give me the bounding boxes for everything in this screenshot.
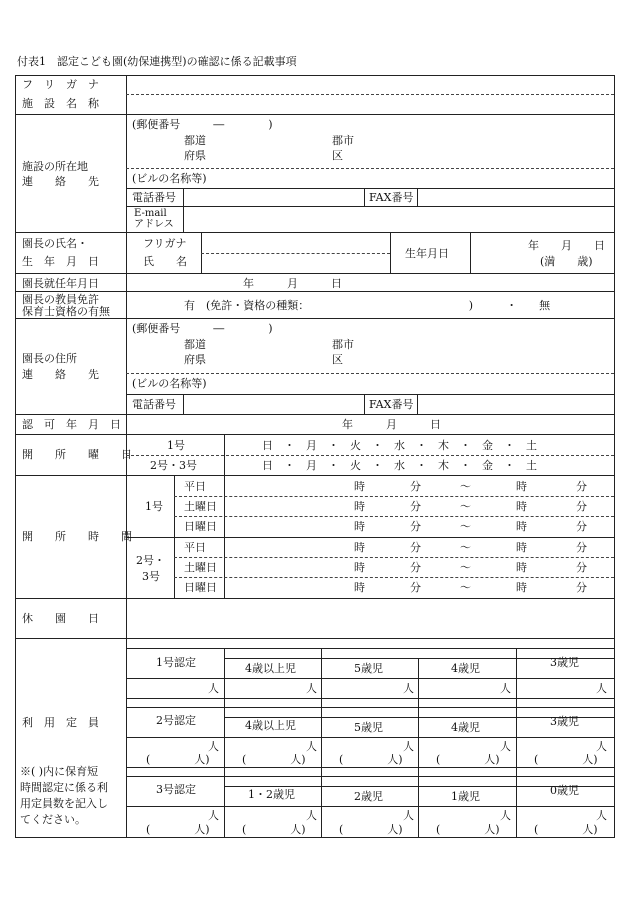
address-label: 施設の所在地	[22, 160, 88, 173]
cert3-age2: 2歳児	[354, 790, 383, 803]
director-birth-label: 生 年 月 日	[22, 255, 99, 268]
approval-date-label: 認 可 年 月 日	[22, 418, 121, 431]
capacity-note-2: 時間認定に係る利	[20, 781, 108, 794]
facility-furigana-field[interactable]	[128, 77, 612, 93]
director-furigana-label: フリガナ	[143, 237, 187, 250]
hour-label: 時	[516, 581, 527, 594]
cert3-age1-short[interactable]: ( 人)	[436, 823, 500, 836]
email-label-2: アドレス	[134, 219, 174, 230]
director-city-1: 郡市	[332, 338, 354, 351]
g1-sunday-label: 日曜日	[184, 520, 217, 533]
holiday-field[interactable]	[128, 600, 612, 636]
hour-label: 時	[354, 480, 365, 493]
table-border-right	[614, 75, 615, 838]
director-name-sub-label: 氏 名	[143, 255, 187, 268]
cert3-total-unit[interactable]: 人	[208, 809, 219, 822]
hours-row[interactable]	[226, 517, 612, 535]
cert2-age4-short[interactable]: ( 人)	[436, 753, 500, 766]
director-fax-field[interactable]	[419, 395, 613, 413]
capacity-note-4: てください。	[20, 813, 86, 826]
director-furigana-field[interactable]	[203, 234, 389, 252]
cert3-age12-short[interactable]: ( 人)	[242, 823, 306, 836]
building-name-field[interactable]: (ビルの名称等)	[132, 172, 207, 185]
document-title: 付表1 認定こども園(幼保連携型)の確認に係る記載事項	[17, 55, 297, 68]
approval-date-field[interactable]: 年 月 日	[342, 418, 441, 431]
minute-label: 分	[576, 520, 587, 533]
tel-label: 電話番号	[132, 191, 176, 204]
director-prefecture-1: 都道	[184, 338, 206, 351]
open-days-row1-options[interactable]: 日 ・ 月 ・ 火 ・ 水 ・ 木 ・ 金 ・ 土	[262, 439, 537, 452]
cert1-age5-unit[interactable]: 人	[403, 682, 414, 695]
director-age-field[interactable]: (満 歳)	[540, 255, 593, 268]
prefecture-label-1: 都道	[184, 134, 206, 147]
cert3-age0: 0歳児	[550, 784, 579, 797]
capacity-note-3: 用定員数を記入し	[20, 797, 108, 810]
hours-row[interactable]	[226, 477, 612, 495]
cert2-age3-unit[interactable]: 人	[596, 740, 607, 753]
cert2-age5-short[interactable]: ( 人)	[339, 753, 403, 766]
cert2-age4-unit[interactable]: 人	[500, 740, 511, 753]
contact-label: 連 絡 先	[22, 175, 99, 188]
email-field[interactable]	[185, 207, 613, 231]
cert3-age0-unit[interactable]: 人	[596, 809, 607, 822]
open-hours-group2-label-b: 3号	[142, 570, 160, 583]
hours-row[interactable]	[226, 497, 612, 515]
cert3-total-short[interactable]: ( 人)	[146, 823, 210, 836]
cert1-age5: 5歳児	[354, 662, 383, 675]
minute-label: 分	[576, 541, 587, 554]
city-label-1: 郡市	[332, 134, 354, 147]
minute-label: 分	[410, 541, 421, 554]
director-city-2: 区	[332, 353, 343, 366]
cert2-age3-short[interactable]: ( 人)	[534, 753, 598, 766]
hour-label: 時	[516, 500, 527, 513]
open-hours-label: 開 所 時 間	[22, 530, 132, 543]
cert3-age12: 1・2歳児	[248, 788, 295, 801]
g1-saturday-label: 土曜日	[184, 500, 217, 513]
cert3-age1-unit[interactable]: 人	[500, 809, 511, 822]
tilde: ～	[460, 500, 471, 513]
fax-label: FAX番号	[369, 191, 414, 204]
cert1-age4plus: 4歳以上児	[245, 662, 296, 675]
license-label-2: 保育士資格の有無	[22, 305, 110, 318]
cert2-age3: 3歳児	[550, 715, 579, 728]
g2-weekday-label: 平日	[184, 541, 206, 554]
cert3-age2-unit[interactable]: 人	[403, 809, 414, 822]
cert2-age5: 5歳児	[354, 721, 383, 734]
capacity-label: 利 用 定 員	[22, 716, 99, 729]
director-building-field[interactable]: (ビルの名称等)	[132, 377, 207, 390]
open-days-row2-options[interactable]: 日 ・ 月 ・ 火 ・ 水 ・ 木 ・ 金 ・ 土	[262, 459, 537, 472]
director-birthdate-field[interactable]: 年 月 日	[528, 239, 605, 252]
holiday-label: 休 園 日	[22, 612, 99, 625]
cert1-age4: 4歳児	[451, 662, 480, 675]
tilde: ～	[460, 480, 471, 493]
director-name-label: 園長の氏名・	[22, 237, 88, 250]
hours-row[interactable]	[226, 578, 612, 596]
cert1-label: 1号認定	[156, 656, 196, 669]
director-postal-field[interactable]: (郵便番号 ― )	[132, 322, 273, 335]
minute-label: 分	[410, 561, 421, 574]
cert2-total-short[interactable]: ( 人)	[146, 753, 210, 766]
minute-label: 分	[576, 480, 587, 493]
hour-label: 時	[516, 520, 527, 533]
cert3-age2-short[interactable]: ( 人)	[339, 823, 403, 836]
cert1-total-unit[interactable]: 人	[208, 682, 219, 695]
cert2-age4plus-short[interactable]: ( 人)	[242, 753, 306, 766]
minute-label: 分	[576, 500, 587, 513]
hour-label: 時	[354, 541, 365, 554]
director-address-label: 園長の住所	[22, 352, 77, 365]
tilde: ～	[460, 561, 471, 574]
director-prefecture-2: 府県	[184, 353, 206, 366]
cert2-age4plus-unit[interactable]: 人	[306, 740, 317, 753]
hour-label: 時	[516, 561, 527, 574]
cert3-age0-short[interactable]: ( 人)	[534, 823, 598, 836]
hour-label: 時	[354, 520, 365, 533]
tilde: ～	[460, 541, 471, 554]
director-fax-label: FAX番号	[369, 398, 414, 411]
director-name-field[interactable]	[203, 255, 389, 272]
cert2-total-unit[interactable]: 人	[208, 740, 219, 753]
g2-sunday-label: 日曜日	[184, 581, 217, 594]
open-hours-group1-label: 1号	[145, 500, 163, 513]
hours-row[interactable]	[226, 538, 612, 556]
minute-label: 分	[410, 581, 421, 594]
director-tel-field[interactable]	[185, 395, 363, 413]
appointment-date-field[interactable]: 年 月 日	[243, 277, 342, 290]
city-label-2: 区	[332, 149, 343, 162]
license-field[interactable]: 有 (免許・資格の種類： ) ・ 無	[184, 299, 551, 312]
cert1-age4-unit[interactable]: 人	[500, 682, 511, 695]
hour-label: 時	[354, 581, 365, 594]
open-days-label: 開 所 曜 日	[22, 448, 132, 461]
g1-weekday-label: 平日	[184, 480, 206, 493]
cert1-age3: 3歳児	[550, 656, 579, 669]
director-contact-label: 連 絡 先	[22, 368, 99, 381]
hour-label: 時	[354, 561, 365, 574]
g2-saturday-label: 土曜日	[184, 561, 217, 574]
director-tel-label: 電話番号	[132, 398, 176, 411]
cert3-age1: 1歳児	[451, 790, 480, 803]
minute-label: 分	[410, 520, 421, 533]
cert2-age4: 4歳児	[451, 721, 480, 734]
cert1-age3-unit[interactable]: 人	[596, 682, 607, 695]
furigana-label: フ リ ガ ナ	[22, 78, 99, 91]
cert1-age4plus-unit[interactable]: 人	[306, 682, 317, 695]
email-label-1: E-mail	[134, 208, 167, 219]
minute-label: 分	[576, 561, 587, 574]
table-border-left	[15, 75, 16, 838]
license-label-1: 園長の教員免許	[22, 293, 99, 306]
hour-label: 時	[354, 500, 365, 513]
postal-code-field[interactable]: (郵便番号 ― )	[132, 118, 273, 131]
cert2-age5-unit[interactable]: 人	[403, 740, 414, 753]
director-birthdate-label: 生年月日	[405, 247, 449, 260]
tel-field[interactable]	[185, 189, 363, 205]
cert2-label: 2号認定	[156, 714, 196, 727]
hour-label: 時	[516, 480, 527, 493]
tilde: ～	[460, 581, 471, 594]
fax-field[interactable]	[419, 189, 613, 205]
cert3-age12-unit[interactable]: 人	[306, 809, 317, 822]
tilde: ～	[460, 520, 471, 533]
appointment-date-label: 園長就任年月日	[22, 277, 99, 290]
open-hours-group2-label-a: 2号・	[136, 554, 165, 567]
minute-label: 分	[576, 581, 587, 594]
open-days-row1-label: 1号	[167, 439, 185, 452]
hours-row[interactable]	[226, 558, 612, 576]
cert3-label: 3号認定	[156, 783, 196, 796]
minute-label: 分	[410, 480, 421, 493]
facility-name-label: 施 設 名 称	[22, 97, 99, 110]
facility-name-field[interactable]	[128, 96, 612, 113]
prefecture-label-2: 府県	[184, 149, 206, 162]
capacity-note-1: ※( )内に保育短	[20, 765, 99, 778]
cert2-age4plus: 4歳以上児	[245, 719, 296, 732]
minute-label: 分	[410, 500, 421, 513]
hour-label: 時	[516, 541, 527, 554]
open-days-row2-label: 2号・3号	[150, 459, 197, 472]
